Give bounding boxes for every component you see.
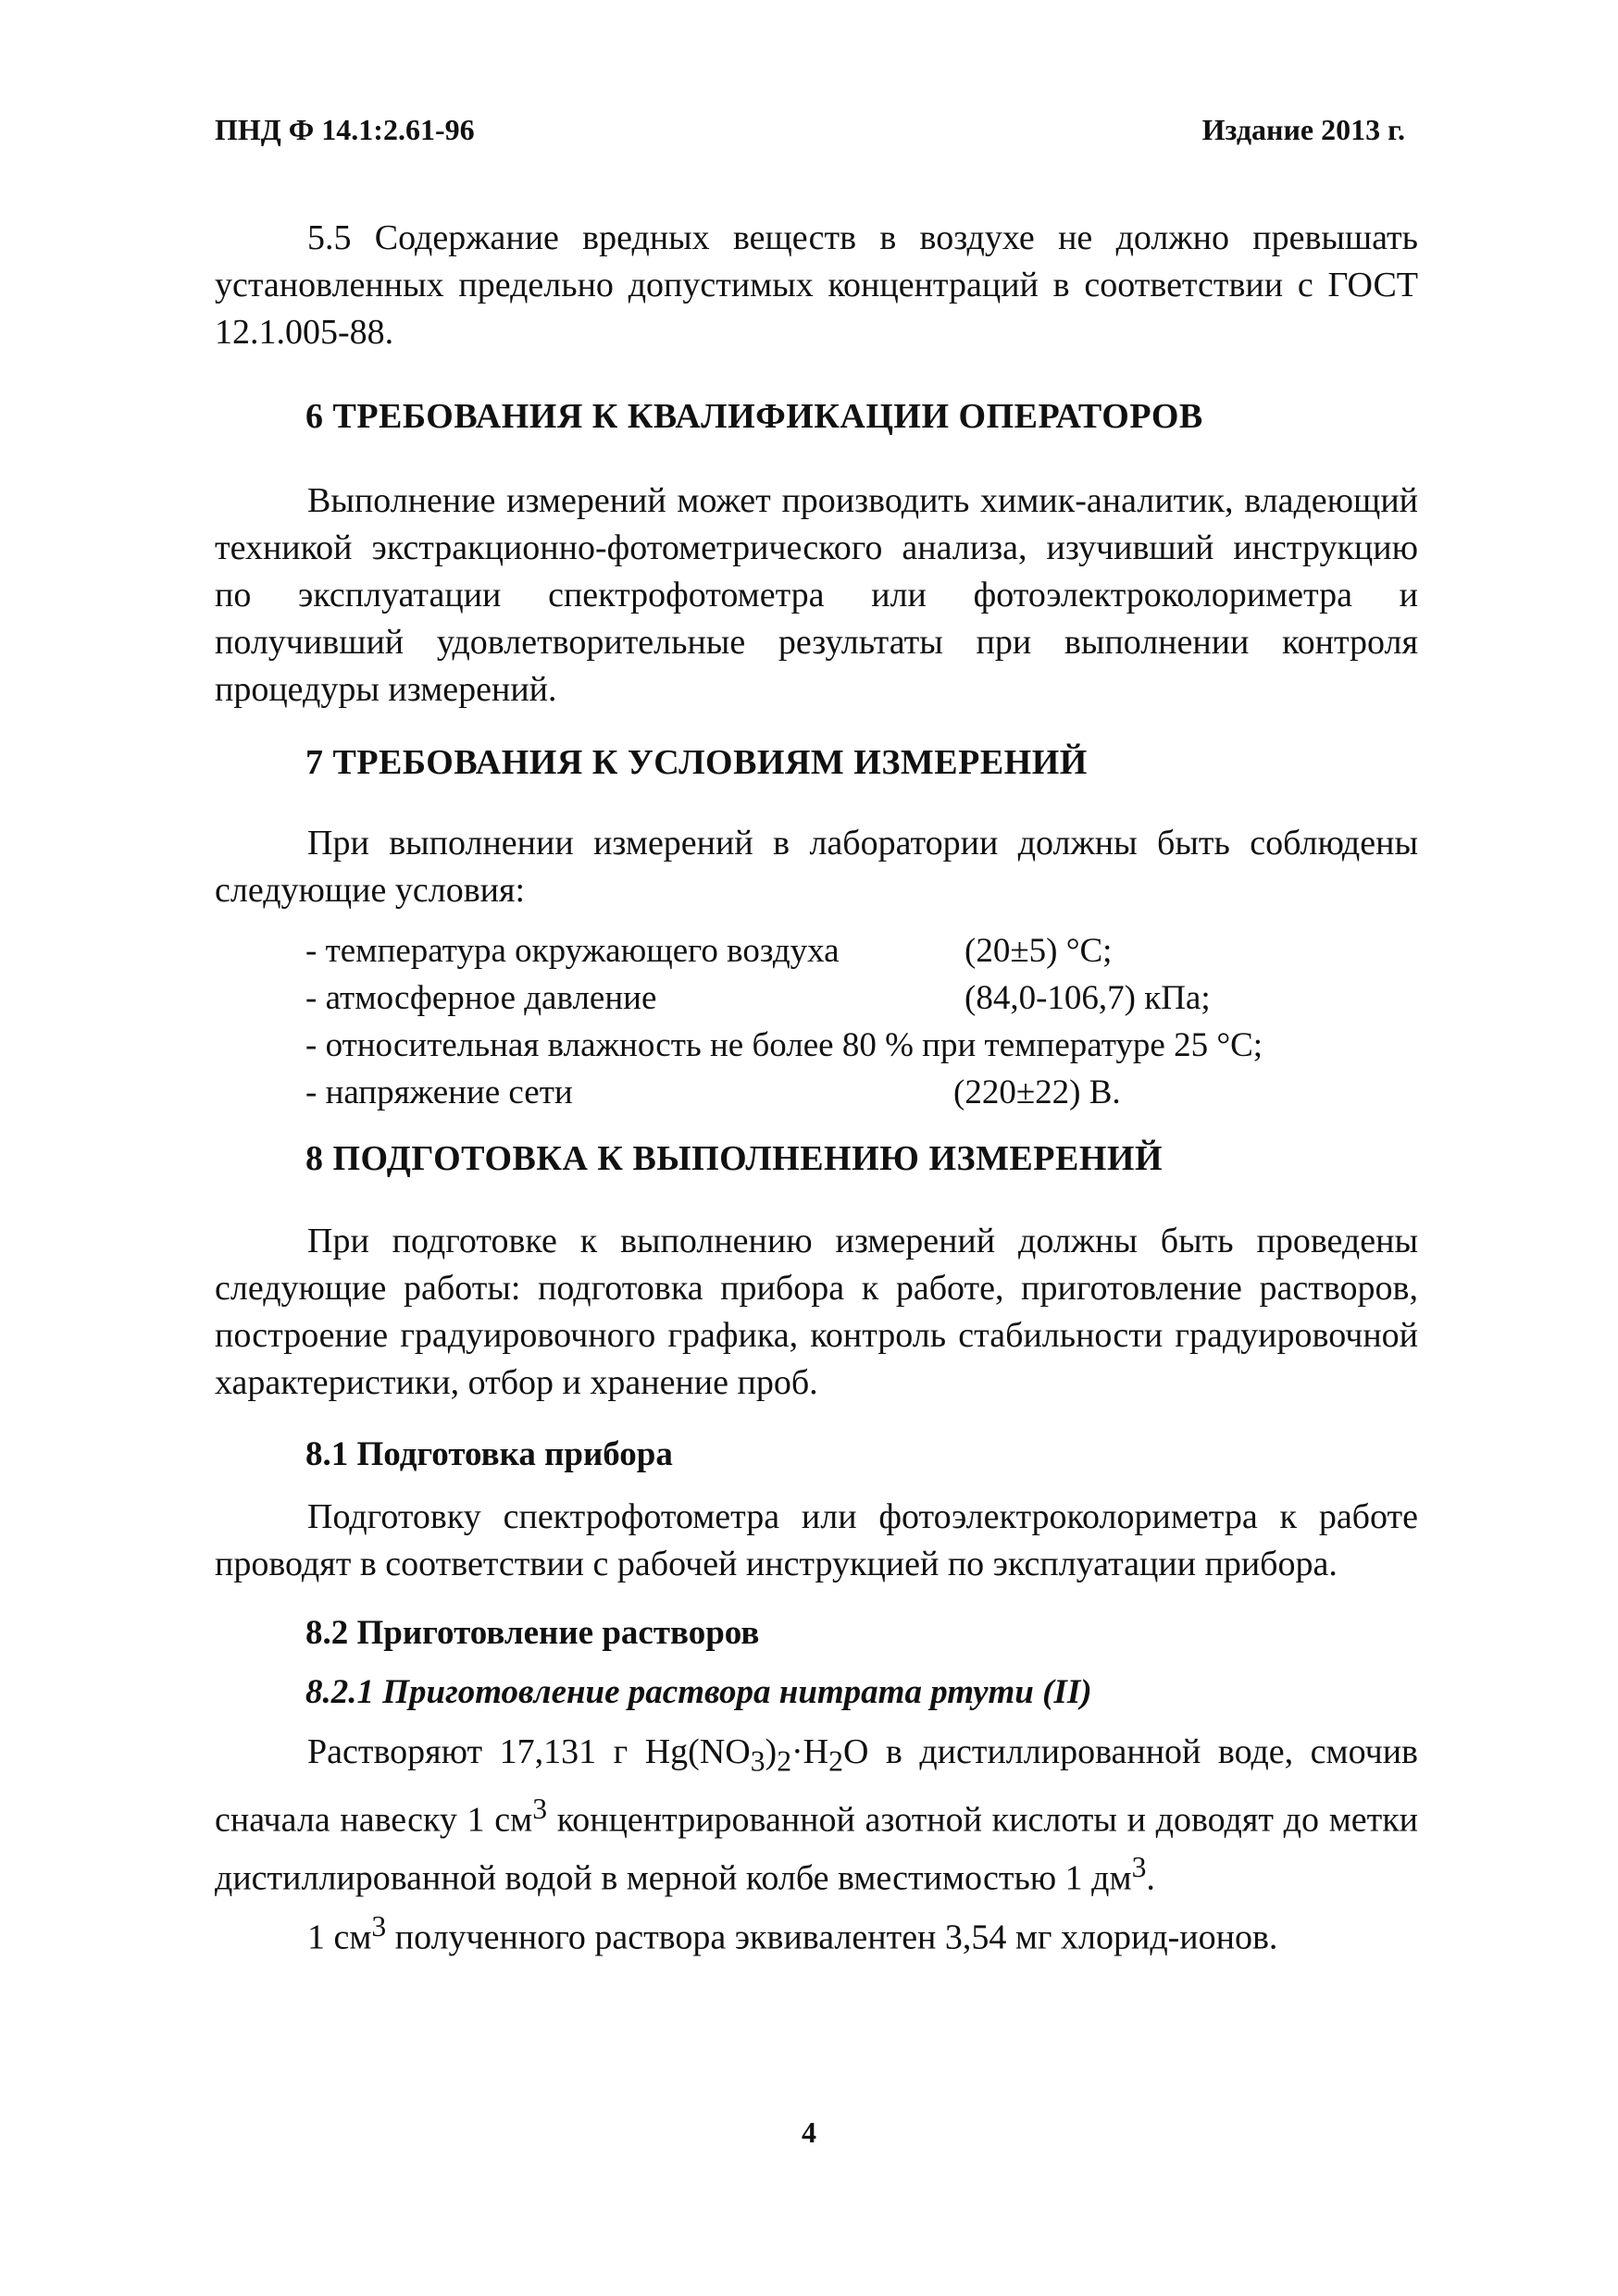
section-8-1 xyxy=(215,1494,1418,1588)
conditions-list xyxy=(305,927,1416,1116)
text-run: . xyxy=(1146,1858,1155,1898)
text-run: ) xyxy=(765,1732,778,1771)
section-8-heading: 8 ПОДГОТОВКА К ВЫПОЛНЕНИЮ ИЗМЕРЕНИЙ xyxy=(305,1139,1164,1178)
superscript: 3 xyxy=(532,1792,548,1825)
condition-label: - температура окружающего воздуха xyxy=(305,932,840,970)
section-8-paragraph: При подготовке к выполнению измерений должны быть проведены следующие работы: подготовка прибора к работе, приготовление растворов, построение градуировочного графика, контроль стабильности градуировочной характеристики, отбор и хранение проб. xyxy=(215,1222,1418,1402)
section-8-2-1-heading: 8.2.1 Приготовление раствора нитрата ртути (II) xyxy=(305,1673,1092,1711)
section-6 xyxy=(215,478,1418,714)
superscript: 3 xyxy=(1131,1851,1147,1884)
section-5-5-text: Содержание вредных веществ в воздухе не должно превышать установленных предельно допустимых концентраций в соответствии с ГОСТ 12.1.005-88. xyxy=(215,218,1418,352)
condition-label: - относительная влажность не более 80 % при температуре 25 °С; xyxy=(305,1026,1263,1064)
condition-value: (20±5) °С; xyxy=(965,932,1113,970)
condition-value: (84,0-106,7) кПа; xyxy=(965,979,1211,1017)
condition-row xyxy=(305,1022,1416,1069)
section-7-intro-paragraph: При выполнении измерений в лаборатории должны быть соблюдены следующие условия: xyxy=(215,824,1418,910)
section-7-heading: 7 ТРЕБОВАНИЯ К УСЛОВИЯМ ИЗМЕРЕНИЙ xyxy=(305,743,1088,782)
superscript: 3 xyxy=(371,1909,387,1942)
subscript: 2 xyxy=(828,1744,843,1778)
section-5-5 xyxy=(215,215,1418,356)
condition-label: - напряжение сети xyxy=(305,1074,573,1111)
text-run: О в дистиллированной воде, смочив сначала навеску 1 см xyxy=(215,1732,1418,1840)
condition-value: (220±22) В. xyxy=(953,1074,1121,1111)
condition-row xyxy=(305,1069,1416,1116)
section-8-2-1-paragraph-1 xyxy=(215,1729,1418,1903)
text-run: полученного раствора эквивалентен 3,54 мг хлорид-ионов. xyxy=(386,1917,1278,1957)
section-6-paragraph: Выполнение измерений может производить химик-аналитик, владеющий техникой экстракционно-фотометрического анализа, изучивший инструкцию по эксплуатации спектрофотометра или фотоэлектроколориметра и получивший удовлетворительные результаты при выполнении контроля процедуры измерений. xyxy=(215,481,1418,709)
text-run: Растворяют 17,131 г Hg(NO xyxy=(307,1732,751,1771)
section-7-intro xyxy=(215,820,1418,914)
subscript: 2 xyxy=(777,1744,792,1778)
text-run: 1 см xyxy=(307,1917,372,1957)
edition: Издание 2013 г. xyxy=(1201,113,1405,146)
section-5-5-number: 5.5 xyxy=(307,218,352,257)
doc-code: ПНД Ф 14.1:2.61-96 xyxy=(215,113,475,146)
section-8-2-heading: 8.2 Приготовление растворов xyxy=(305,1614,760,1652)
section-6-heading: 6 ТРЕБОВАНИЯ К КВАЛИФИКАЦИИ ОПЕРАТОРОВ xyxy=(305,397,1203,436)
section-8-1-heading: 8.1 Подготовка прибора xyxy=(305,1435,673,1473)
section-5-5-paragraph xyxy=(215,215,1418,356)
text-run: концентрированной азотной кислоты и доводят до метки дистиллированной водой в мерной колбе вместимостью 1 дм xyxy=(215,1800,1419,1898)
section-8-1-paragraph: Подготовку спектрофотометра или фотоэлектроколориметра к работе проводят в соответствии с рабочей инструкцией по эксплуатации прибора. xyxy=(215,1497,1418,1583)
text-run: ·H xyxy=(791,1732,829,1771)
page-number: 4 xyxy=(802,2116,816,2149)
subscript: 3 xyxy=(750,1744,765,1778)
section-8-2-1-paragraph-2 xyxy=(215,1903,1418,1962)
condition-label: - атмосферное давление xyxy=(305,979,657,1017)
condition-row xyxy=(305,927,1416,974)
condition-row xyxy=(305,974,1416,1022)
section-8 xyxy=(215,1218,1418,1407)
section-8-2-1 xyxy=(215,1729,1418,1962)
